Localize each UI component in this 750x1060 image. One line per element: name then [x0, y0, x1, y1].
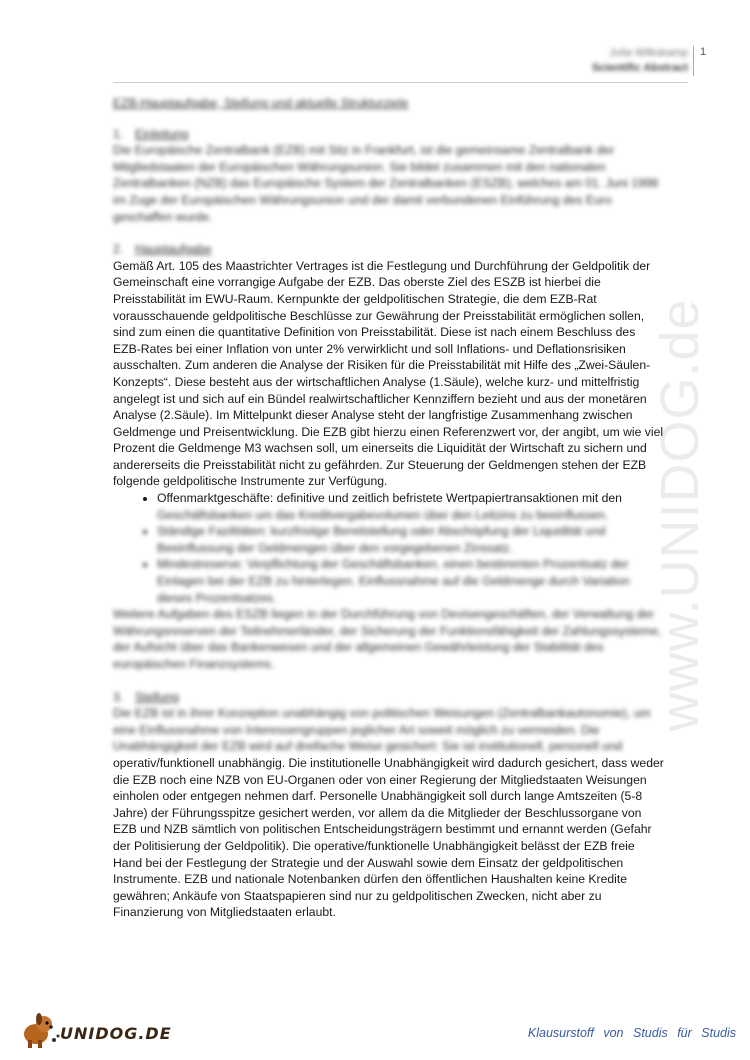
section-number: 3.: [113, 689, 124, 704]
document-body: [113, 95, 665, 937]
author-name: Julia Wilkskamp: [609, 47, 688, 59]
dog-mascot-icon: [14, 1010, 62, 1050]
footer-slogan: Klausurstoff von Studis für Studis: [527, 1026, 736, 1040]
list-item: • Mindestreserve: Verpflichtung der Geschäftsbanken, einen bestimmten Prozentsatz der Einlagen bei der EZB zu hinterlegen. Einflussnahme auf die Geldmenge durch Variation dieses Prozentsatzes.: [157, 556, 665, 606]
section-title: Stellung: [135, 689, 180, 704]
section-position: [113, 689, 665, 921]
list-item: • Ständige Fazilitäten: kurzfristige Bereitstellung oder Abschöpfung der Liquidität und Beeinflussung der Geldmengen über den vorgegebenen Zinssatz.: [157, 523, 665, 556]
section-heading: [113, 126, 665, 143]
paragraph: operativ/funktionell unabhängig. Die institutionelle Unabhängigkeit wird dadurch gesichert, dass weder die EZB noch eine NZB von EU-Organen oder von einer Regierung der Mitgliedstaaten Weisungen einholen oder entgegen nehmen darf. Personelle Unabhängigkeit soll durch lange Amtszeiten (5-8 Jahre) der Führungsspitze gesichert werden, vor allem da die Mitglieder der Beschlussorgane von EZB und NZB sämtlich von politischen Entscheidungsträgern bestimmt und ernannt werden (Gefahr der Politisierung der Geldpolitik). Die operative/funktionelle Unabhängigkeit belässt der EZB freie Hand bei der Festlegung der Strategie und der Auswahl sowie dem Einsatz der geldpolitischen Instrumente. EZB und nationale Notenbanken dürfen den öffentlichen Haushalten keine Kredite gewähren; Ankäufe von Staatspapieren sind nur zu geldpolitischen Zwecken, nicht aber zu Finanzierung von Mitgliedstaaten erlaubt.: [113, 755, 664, 920]
list-item-text-continued: Geschäftsbanken um das Kreditvergabevolumen über den Leitzins zu beeinflussen.: [157, 507, 609, 522]
paragraph: Gemäß Art. 105 des Maastrichter Vertrages ist die Festlegung und Durchführung der Geldpolitik der Gemeinschaft eine vorrangige Aufgabe der EZB. Das oberste Ziel des ESZB ist hierbei die Preisstabilität im EWU-Raum. Kernpunkte der geldpolitischen Strategie, die dem EZB-Rat vorausschauende geldpolitische Beschlüsse zur Gewährung der Preisstabilität ermöglichen sollen, sind zum einen die quantitative Definition von Preisstabilität. Diese ist nach einem Beschluss des EZB-Rates bei einer Inflation von unter 2% verwirklicht und soll Inflations- und Deflationsrisiken ausschalten. Zum anderen die Analyse der Risiken für die Preisstabilität mit Hilfe des „Zwei-Säulen-Konzepts“. Diese besteht aus der wirtschaftlichen Analyse (1.Säule), welche kurz- und mittelfristig angelegt ist und sich auf ein Bündel realwirtschaftlicher Kennziffern bezieht und aus der monetären Analyse (2.Säule). Im Mittelpunkt dieser Analyse steht der langfristige Zusammenhang zwischen Geldmenge und Preisentwicklung. Die EZB gibt hierzu einen Referenzwert vor, der angibt, um wie viel Prozent die Geldmenge M3 wachsen soll, um einerseits die Liquidität der Wirtschaft zu sichern und andererseits die Preisstabilität nicht zu gefährden. Zur Steuerung der Geldmengen stehen der EZB folgende geldpolitische Instrumente zur Verfügung.: [113, 258, 664, 489]
paragraph: Weitere Aufgaben des ESZB liegen in der Durchführung von Devisengeschäften, der Verwaltung der Währungsreserven der Teilnehmerländer, der Sicherung der Funktionsfähigkeit der Zahlungssysteme, der Aufsicht über das Bankenwesen und der allgemeinen Gewährleistung der Stabilität des europäischen Finanzsystems.: [113, 607, 662, 671]
list-item: [157, 490, 665, 523]
document-subtitle: Scientific Abstract: [591, 62, 688, 74]
brand-name: UNIDOG.DE: [60, 1024, 172, 1043]
instrument-list: [113, 490, 665, 606]
section-title: Hauptaufgabe: [135, 242, 212, 257]
section-introduction: [113, 126, 665, 226]
paragraph-blurred: Die EZB ist in ihrer Konzeption unabhängig von politischen Weisungen (Zentralbankautonomie), um eine Einflussnahme von Interessengruppen jeglicher Art soweit möglich zu vermeiden. Die Unabhängigkeit der EZB wird auf dreifache Weise gesichert: Sie ist institutionell, personell und: [113, 706, 651, 754]
list-item-text: Offenmarktgeschäfte: definitive und zeitlich befristete Wertpapiertransaktionen mit den: [157, 491, 622, 506]
page-header: [592, 46, 688, 76]
paragraph: Die Europäische Zentralbank (EZB) mit Sitz in Frankfurt, ist die gemeinsame Zentralbank der Mitgliedstaaten der Europäischen Währungsunion. Sie bildet zusammen mit den nationalen Zentralbanken (NZB) das Europäische System der Zentralbanken (ESZB), welches am 01. Juni 1998 im Zuge der Europäischen Währungsunion und der damit verbundenen Einführung des Euro geschaffen wurde.: [113, 143, 659, 224]
section-heading: [113, 241, 665, 258]
unidog-logo: [14, 1010, 172, 1050]
document-title: EZB-Hauptaufgabe, Stellung und aktuelle Strukturziele: [113, 96, 409, 110]
section-title: Einleitung: [135, 126, 189, 141]
section-main-task: [113, 241, 665, 672]
section-heading: [113, 689, 665, 706]
header-divider: [113, 82, 688, 83]
page-number: 1: [693, 46, 706, 76]
section-number: 1.: [113, 126, 124, 141]
watermark-text: www.UNIDOG.de: [650, 298, 710, 732]
section-number: 2.: [113, 242, 124, 257]
